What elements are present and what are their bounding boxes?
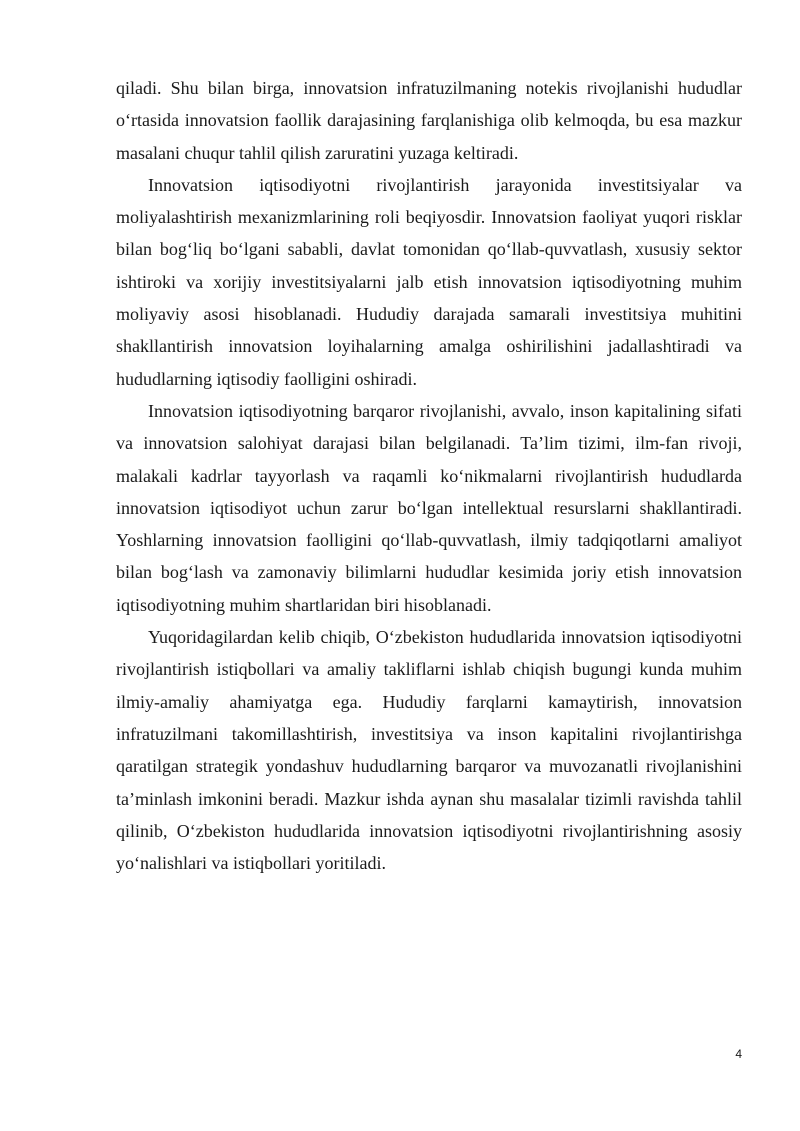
paragraph-conclusion: Yuqoridagilardan kelib chiqib, O‘zbekiston hududlarida innovatsion iqtisodiyotni rivojlantirish istiqbollari va amaliy takliflarni ishlab chiqish bugungi kunda muhim ilmiy-amaliy ahamiyatga ega. Hududiy farqlarni kamaytirish, innovatsion infratuzilmani takomillashtirish, investitsiya va inson kapitalini rivojlantirishga qaratilgan strategik yondashuv hududlarning barqaror va muvozanatli rivojlanishini ta’minlash imkonini beradi. Mazkur ishda aynan shu masalalar tizimli ravishda tahlil qilinib, O‘zbekiston hududlarida innovatsion iqtisodiyotni rivojlantirishning asosiy yo‘nalishlari va istiqbollari yoritiladi. <box>116 627 742 874</box>
paragraph-investments: Innovatsion iqtisodiyotni rivojlantirish jarayonida investitsiyalar va moliyalashtirish mexanizmlarining roli beqiyosdir. Innovatsion faoliyat yuqori risklar bilan bog‘liq bo‘lgani sababli, davlat tomonidan qo‘llab-quvvatlash, xususiy sektor ishtiroki va xorijiy investitsiyalarni jalb etish innovatsion iqtisodiyotning muhim moliyaviy asosi hisoblanadi. Hududiy darajada samarali investitsiya muhitini shakllantirish innovatsion loyihalarning amalga oshirilishini jadallashtiradi va hududlarning iqtisodiy faolligini oshiradi. <box>116 174 742 389</box>
paragraph-continuation: qiladi. Shu bilan birga, innovatsion infratuzilmaning notekis rivojlanishi hududlar o‘rtasida innovatsion faollik darajasining farqlanishiga olib kelmoqda, bu esa mazkur masalani chuqur tahlil qilish zaruratini yuzaga keltiradi. <box>116 78 742 163</box>
document-body <box>116 72 742 879</box>
page-number: 4 <box>735 1047 742 1061</box>
paragraph-human-capital: Innovatsion iqtisodiyotning barqaror rivojlanishi, avvalo, inson kapitalining sifati va innovatsion salohiyat darajasi bilan belgilanadi. Ta’lim tizimi, ilm-fan rivoji, malakali kadrlar tayyorlash va raqamli ko‘nikmalarni rivojlantirish hududlarda innovatsion iqtisodiyot uchun zarur bo‘lgan intellektual resurslarni shakllantiradi. Yoshlarning innovatsion faolligini qo‘llab-quvvatlash, ilmiy tadqiqotlarni amaliyot bilan bog‘lash va zamonaviy bilimlarni hududlar kesimida joriy etish innovatsion iqtisodiyotning muhim shartlaridan biri hisoblanadi. <box>116 400 742 615</box>
